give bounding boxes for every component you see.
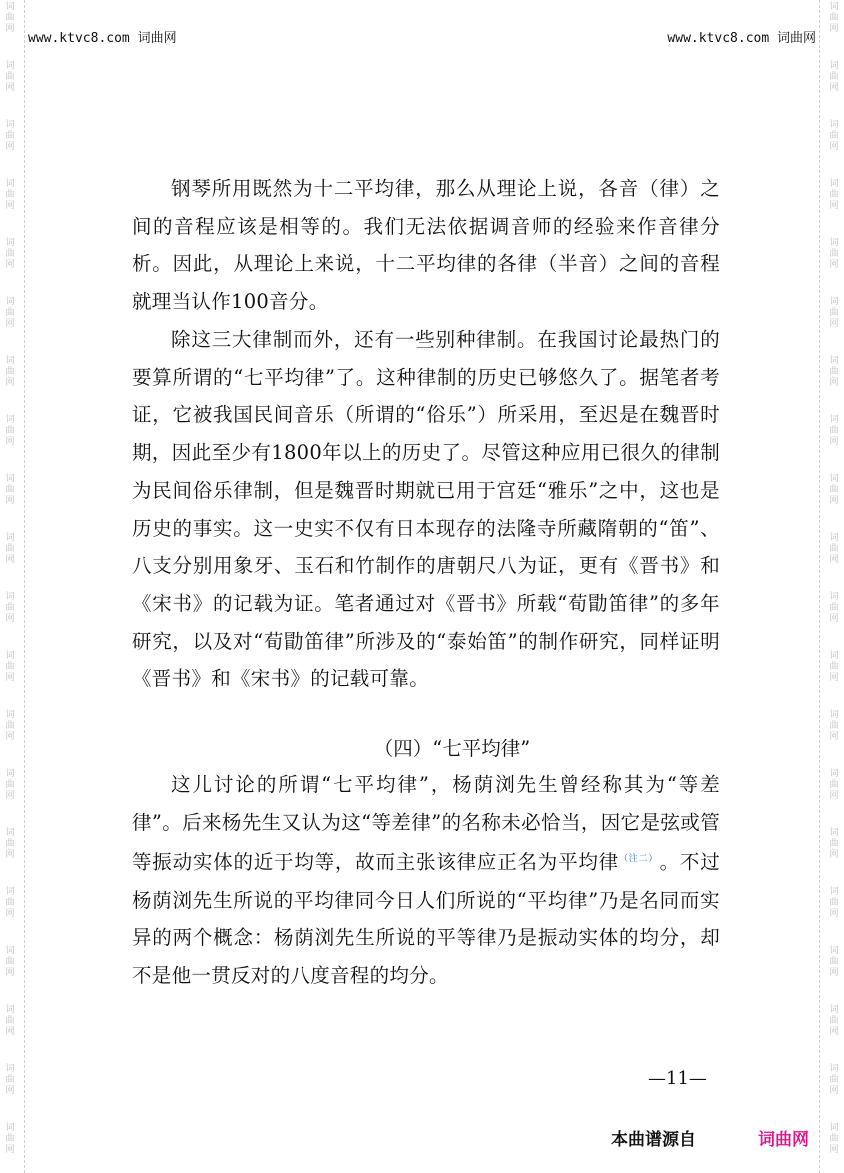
watermark-glyph-stack-left: 词 曲 网 [5,710,15,742]
watermark-glyph-stack-left: 词 曲 网 [5,1064,15,1096]
watermark-glyph-stack-left: 词 曲 网 [5,474,15,506]
watermark-glyph-stack-left: 词 曲 网 [5,887,15,919]
section-paragraph-part1: 这儿讨论的所谓“七平均律”，杨荫浏先生曾经称其为“等差律”。后来杨先生又认为这“等差律”的名称未必恰当，因它是弦或管等振动实体的近于均等，故而主张该律应正名为平均律 [132,773,720,874]
header-left-site[interactable]: www.ktvc8.com 词曲网 [28,31,177,46]
section-paragraph-part2: 。不过杨荫浏先生所说的平均律同今日人们所说的“平均律”乃是名同而实异的两个概念：杨荫浏先生所说的平等律乃是振动实体的均分，却不是他一贯反对的八度音程的均分。 [132,850,721,988]
watermark-glyph-stack-left: 词 曲 网 [5,1005,15,1037]
watermark-glyph-stack-left: 词 曲 网 [5,238,15,270]
watermark-glyph-stack-right: 词 曲 网 [829,474,839,506]
watermark-glyph-stack-left: 词 曲 网 [5,769,15,801]
watermark-glyph-stack-right: 词 曲 网 [829,356,839,388]
watermark-glyph-stack-right: 词 曲 网 [829,533,839,565]
watermark-glyph-stack-left: 词 曲 网 [5,120,15,152]
watermark-glyph-stack-right: 词 曲 网 [829,710,839,742]
watermark-glyph-stack-right: 词 曲 网 [829,769,839,801]
watermark-glyph-stack-right: 词 曲 网 [829,415,839,447]
watermark-glyph-stack-right: 词 曲 网 [829,238,839,270]
footer-source-label: 本曲谱源自 [611,1130,696,1150]
paragraph-2: 除这三大律制而外，还有一些别种律制。在我国讨论最热门的要算所谓的“七平均律”了。这种律制的历史已够悠久了。据笔者考证，它被我国民间音乐（所谓的“俗乐”）所采用，至迟是在魏晋时期，因此至少有1800年以上的历史了。尽管这种应用已很久的律制为民间俗乐律制，但是魏晋时期就已用于宫廷“雅乐”之中，这也是历史的事实。这一史实不仅有日本现存的法隆寺所藏隋朝的“笛”、八支分别用象牙、玉石和竹制作的唐朝尺八为证，更有《晋书》和《宋书》的记载为证。笔者通过对《晋书》所载“荀勖笛律”的多年研究，以及对“荀勖笛律”所涉及的“泰始笛”的制作研究，同样证明《晋书》和《宋书》的记载可靠。 [132,328,720,691]
watermark-glyph-stack-left: 词 曲 网 [5,651,15,683]
watermark-glyph-stack-left: 词 曲 网 [5,356,15,388]
watermark-glyph-stack-left: 词 曲 网 [5,828,15,860]
watermark-glyph-stack-left: 词 曲 网 [5,946,15,978]
paragraph-1: 钢琴所用既然为十二平均律，那么从理论上说，各音（律）之间的音程应该是相等的。我们无法依据调音师的经验来作音律分析。因此，从理论上来说，十二平均律的各律（半音）之间的音程就理当认作100音分。 [132,177,720,314]
left-margin-border [0,0,25,1173]
footer-brand-link[interactable]: 词曲网 [758,1130,809,1150]
right-margin-border [819,0,844,1173]
footnote-marker: （注二） [618,854,654,865]
watermark-glyph-stack-left: 词 曲 网 [5,179,15,211]
watermark-glyph-stack-right: 词 曲 网 [829,651,839,683]
watermark-glyph-stack-left: 词 曲 网 [5,61,15,93]
watermark-glyph-stack-left: 词 曲 网 [5,2,15,34]
watermark-glyph-stack-right: 词 曲 网 [829,1123,839,1155]
watermark-glyph-stack-right: 词 曲 网 [829,1005,839,1037]
watermark-glyph-stack-left: 词 曲 网 [5,592,15,624]
section-paragraph [132,766,720,995]
watermark-glyph-stack-left: 词 曲 网 [5,297,15,329]
watermark-glyph-stack-left: 词 曲 网 [5,533,15,565]
watermark-glyph-stack-right: 词 曲 网 [829,297,839,329]
watermark-glyph-stack-right: 词 曲 网 [829,592,839,624]
watermark-glyph-stack-right: 词 曲 网 [829,120,839,152]
watermark-glyph-stack-right: 词 曲 网 [829,946,839,978]
watermark-glyph-stack-right: 词 曲 网 [829,828,839,860]
watermark-glyph-stack-right: 词 曲 网 [829,61,839,93]
watermark-glyph-stack-right: 词 曲 网 [829,179,839,211]
watermark-glyph-stack-right: 词 曲 网 [829,887,839,919]
watermark-glyph-stack-left: 词 曲 网 [5,1123,15,1155]
page-number: —11— [648,1068,707,1089]
watermark-glyph-stack-left: 词 曲 网 [5,415,15,447]
header-right-site[interactable]: www.ktvc8.com 词曲网 [667,31,816,46]
section-heading: （四）“七平均律” [373,737,531,760]
watermark-glyph-stack-right: 词 曲 网 [829,2,839,34]
watermark-glyph-stack-right: 词 曲 网 [829,1064,839,1096]
